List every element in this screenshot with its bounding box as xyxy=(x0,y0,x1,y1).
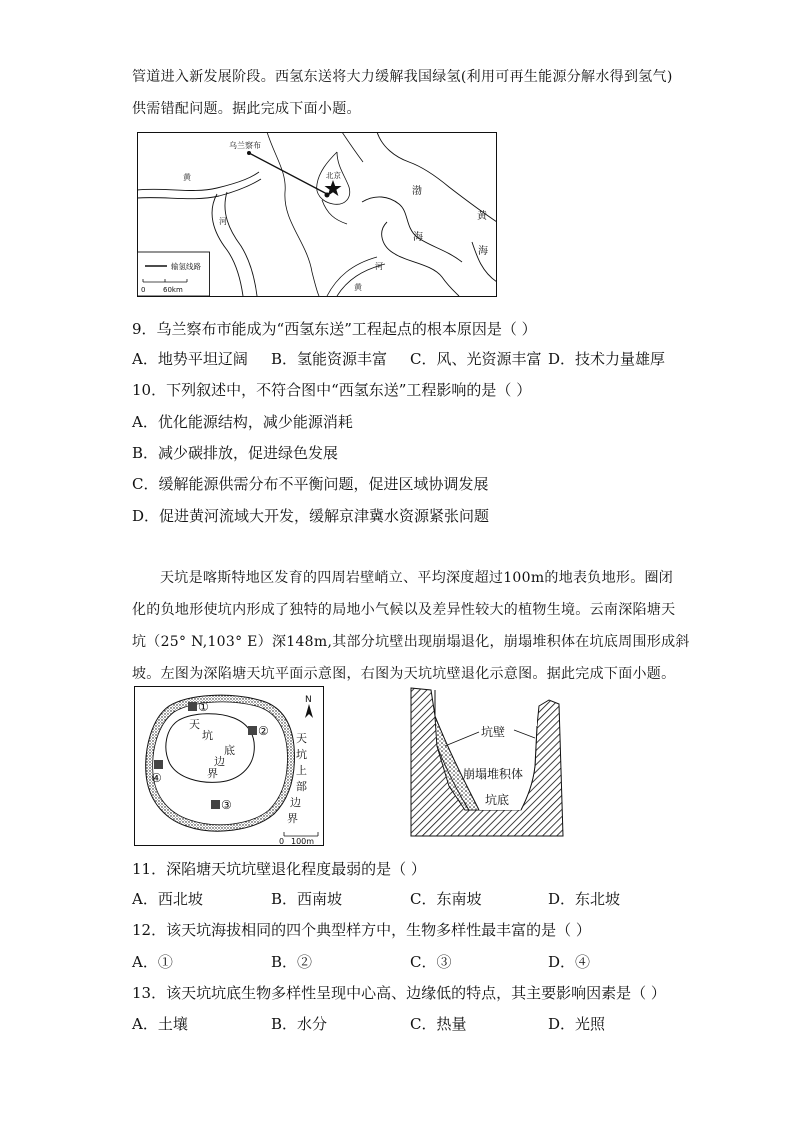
sinkhole-plan-map xyxy=(134,686,324,850)
sinkhole-section-diagram xyxy=(409,686,565,848)
sample4-label: ④ xyxy=(151,771,162,785)
label-river-he2: 河 xyxy=(375,262,383,271)
label-yellow-hai: 海 xyxy=(478,246,488,257)
sample1-marker xyxy=(188,702,197,711)
q11-option-d[interactable]: D．东北坡 xyxy=(548,890,621,908)
intro2-line3: 坑（25° N,103° E）深148m,其部分坑壁出现崩塌退化，崩塌堆积体在坑底周围形成斜 xyxy=(132,634,690,650)
q11-stem: 11．深陷塘天坑坑壁退化程度最弱的是（ ） xyxy=(132,860,426,878)
label-huang-river: 黄 xyxy=(183,173,191,182)
bottom-label-2: 坑 xyxy=(202,729,213,742)
label-huang-bottom: 黄 xyxy=(354,283,362,292)
q9-option-c[interactable]: C．风、光资源丰富 xyxy=(410,350,542,368)
q11-option-c[interactable]: C．东南坡 xyxy=(410,890,482,908)
scale-zero: 0 xyxy=(141,286,146,294)
label-yellow-sea: 黄 xyxy=(477,211,487,222)
q12-option-b[interactable]: B．② xyxy=(271,953,313,971)
pipeline-map xyxy=(137,132,497,301)
q12-option-a[interactable]: A．① xyxy=(132,953,173,971)
scale-label-2: 100m xyxy=(291,837,315,846)
intro1-line2: 供需错配问题。据此完成下面小题。 xyxy=(132,101,361,117)
q10-stem: 10．下列叙述中，不符合图中“西氢东送”工程影响的是（ ） xyxy=(132,381,532,399)
top-label-2: 坑 xyxy=(296,748,307,761)
q13-option-b[interactable]: B．水分 xyxy=(271,1015,328,1033)
q9-option-a[interactable]: A．地势平坦辽阔 xyxy=(132,350,248,368)
scale-zero-2: 0 xyxy=(279,837,285,846)
legend-label: 输氢线路 xyxy=(171,262,201,271)
q9-option-b[interactable]: B．氢能资源丰富 xyxy=(271,350,388,368)
section-wall-label: 坑壁 xyxy=(481,725,506,739)
sample3-marker xyxy=(211,800,220,809)
q13-option-a[interactable]: A．土壤 xyxy=(132,1015,188,1033)
q11-option-b[interactable]: B．西南坡 xyxy=(271,890,343,908)
top-label-6: 界 xyxy=(287,812,298,825)
wulanchabu-point-icon xyxy=(247,151,251,155)
bottom-label-3: 底 xyxy=(224,744,235,757)
north-label: N xyxy=(305,695,312,705)
section-floor-label: 坑底 xyxy=(485,793,510,807)
top-label-4: 部 xyxy=(296,780,307,793)
label-river-he1: 河 xyxy=(219,217,227,226)
q13-stem: 13．该天坑坑底生物多样性呈现中心高、边缘低的特点，其主要影响因素是（ ） xyxy=(132,984,666,1002)
q12-option-c[interactable]: C．③ xyxy=(410,953,452,971)
q12-stem: 12．该天坑海拔相同的四个典型样方中，生物多样性最丰富的是（ ） xyxy=(132,921,591,939)
q10-option-d[interactable]: D．促进黄河流域大开发，缓解京津冀水资源紧张问题 xyxy=(132,507,490,525)
q10-option-b[interactable]: B．减少碳排放，促进绿色发展 xyxy=(132,444,339,462)
sample3-label: ③ xyxy=(221,798,232,812)
q11-option-a[interactable]: A．西北坡 xyxy=(132,890,203,908)
q9-option-d[interactable]: D．技术力量雄厚 xyxy=(548,350,666,368)
q10-option-c[interactable]: C．缓解能源供需分布不平衡问题，促进区域协调发展 xyxy=(132,475,489,493)
section-debris-label: 崩塌堆积体 xyxy=(463,767,524,781)
top-label-5: 边 xyxy=(290,796,301,809)
label-bo-sea: 渤 xyxy=(412,186,422,197)
sample2-label: ② xyxy=(258,724,269,738)
top-label-3: 上 xyxy=(296,764,307,777)
label-bo-hai: 海 xyxy=(413,232,423,243)
intro1-line1: 管道进入新发展阶段。西氢东送将大力缓解我国绿氢(利用可再生能源分解水得到氢气) xyxy=(132,69,673,85)
bottom-label-5: 界 xyxy=(207,767,218,780)
sample2-marker xyxy=(248,726,257,735)
intro2-line1: 天坑是喀斯特地区发育的四周岩壁峭立、平均深度超过100m的地表负地形。圈闭 xyxy=(160,570,674,586)
intro2-line2: 化的负地形使坑内形成了独特的局地小气候以及差异性较大的植物生境。云南深陷塘天 xyxy=(132,602,676,618)
scale-label: 60km xyxy=(163,286,183,294)
label-beijing: 北京 xyxy=(326,171,341,180)
q9-stem: 9．乌兰察布市能成为“西氢东送”工程起点的根本原因是（ ） xyxy=(132,320,537,338)
top-label-1: 天 xyxy=(296,732,307,745)
sample4-marker xyxy=(154,760,163,769)
q12-option-d[interactable]: D．④ xyxy=(548,953,591,971)
bottom-label-1: 天 xyxy=(189,718,200,731)
q10-option-a[interactable]: A．优化能源结构，减少能源消耗 xyxy=(132,413,353,431)
q13-option-c[interactable]: C．热量 xyxy=(410,1015,467,1033)
bottom-label-4: 边 xyxy=(214,755,225,768)
intro2-line4: 坡。左图为深陷塘天坑平面示意图，右图为天坑坑壁退化示意图。据此完成下面小题。 xyxy=(132,666,676,682)
q13-option-d[interactable]: D．光照 xyxy=(548,1015,606,1033)
sample1-label: ① xyxy=(198,700,209,714)
label-wulanchabu: 乌兰察布 xyxy=(229,141,261,150)
